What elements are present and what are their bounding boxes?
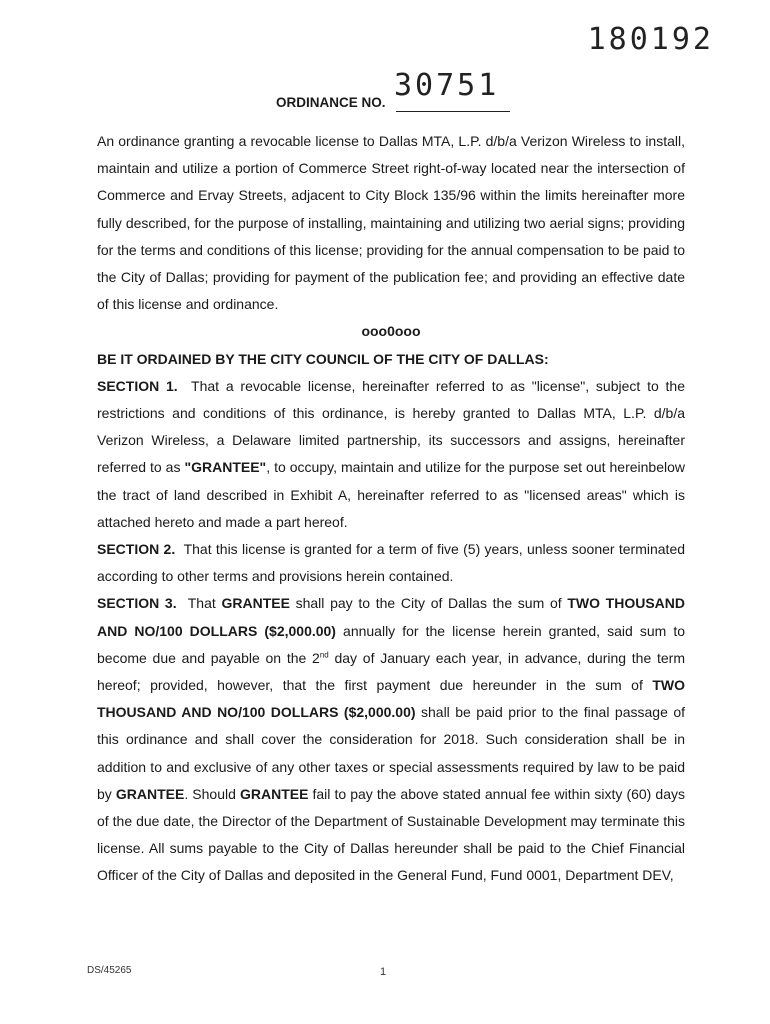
ordinance-number: 30751 — [394, 68, 500, 103]
section-3-t1: That — [187, 595, 222, 612]
grantee-term: GRANTEE — [239, 785, 309, 802]
grantee-term: GRANTEE — [221, 595, 290, 612]
document-body — [97, 128, 685, 890]
enacting-clause: BE IT ORDAINED BY THE CITY COUNCIL OF THE CITY OF DALLAS: — [97, 350, 549, 367]
section-3-t7: fail to pay the above stated annual fee within sixty (60) days of the due date, the Director of the Department of Sustainable Development may terminate this license. All sums payable to the City of Dallas hereunder shall be paid to the Chief Financial Officer of the City of Dallas and deposited in the General Fund, Fund 0001, Department DEV, — [97, 785, 685, 884]
section-3-label: SECTION 3. — [97, 595, 177, 612]
grantee-term: GRANTEE — [115, 785, 185, 802]
section-2-text: That this license is granted for a term of five (5) years, unless sooner terminated according to other terms and provisions herein contained. — [97, 541, 686, 585]
amount-term: TWO THOUSAND AND NO/100 DOLLARS ($2,000.00) — [97, 677, 685, 721]
section-2-label: SECTION 2. — [97, 541, 176, 558]
section-3-t3: annually for the license herein granted, said sum to become due and payable on the 2 — [97, 622, 685, 666]
page-number: 1 — [380, 966, 387, 978]
section-1-label: SECTION 1. — [97, 377, 178, 394]
grantee-term: "GRANTEE" — [184, 459, 267, 476]
section-3-t5: shall be paid prior to the final passage of this ordinance and shall cover the consideration for 2018. Such consideration shall be in addition to and exclusive of any other taxes or special assessments required by law to be paid by — [97, 704, 685, 802]
section-3-t6: . Should — [184, 785, 240, 802]
section-3 — [97, 590, 685, 889]
intro-paragraph: An ordinance granting a revocable license to Dallas MTA, L.P. d/b/a Verizon Wireless to install, maintain and utilize a portion of Commerce Street right-of-way located near the intersection of Commerce and Ervay Streets, adjacent to City Block 135/96 within the limits hereinafter more fully described, for the purpose of installing, maintaining and utilizing two aerial signs; providing for the terms and conditions of this license; providing for the annual compensation to be paid to the City of Dallas; providing for payment of the publication fee; and providing an effective date of this license and ordinance. — [97, 133, 685, 313]
ordinance-label: ORDINANCE NO. — [276, 95, 386, 110]
section-3-t2: shall pay to the City of Dallas the sum of — [289, 595, 568, 612]
section-1-text-b: , to occupy, maintain and utilize for the purpose set out hereinbelow the tract of land described in Exhibit A, hereinafter referred to as "licensed areas" which is attached hereto and made a part hereof. — [97, 459, 686, 530]
file-number: 180192 — [587, 22, 714, 57]
section-1-text-a: That a revocable license, hereinafter referred to as "license", subject to the restrictions and conditions of this ordinance, is hereby granted to Dallas MTA, L.P. d/b/a Verizon Wireless, a Delaware limited partnership, its successors and assigns, hereinafter referred to as — [97, 377, 686, 476]
section-3-t4: day of January each year, in advance, during the term hereof; provided, however, that the first payment due hereunder in the sum of — [97, 649, 685, 694]
section-2 — [97, 536, 685, 590]
document-code: DS/45265 — [87, 965, 132, 976]
ordinal-suffix: nd — [319, 650, 329, 660]
section-1 — [97, 373, 685, 536]
ordinance-number-line — [276, 68, 576, 116]
section-divider: ooo0ooo — [361, 323, 421, 340]
amount-term: TWO THOUSAND AND NO/100 DOLLARS ($2,000.00) — [97, 595, 686, 639]
ordinance-underline — [396, 111, 510, 112]
